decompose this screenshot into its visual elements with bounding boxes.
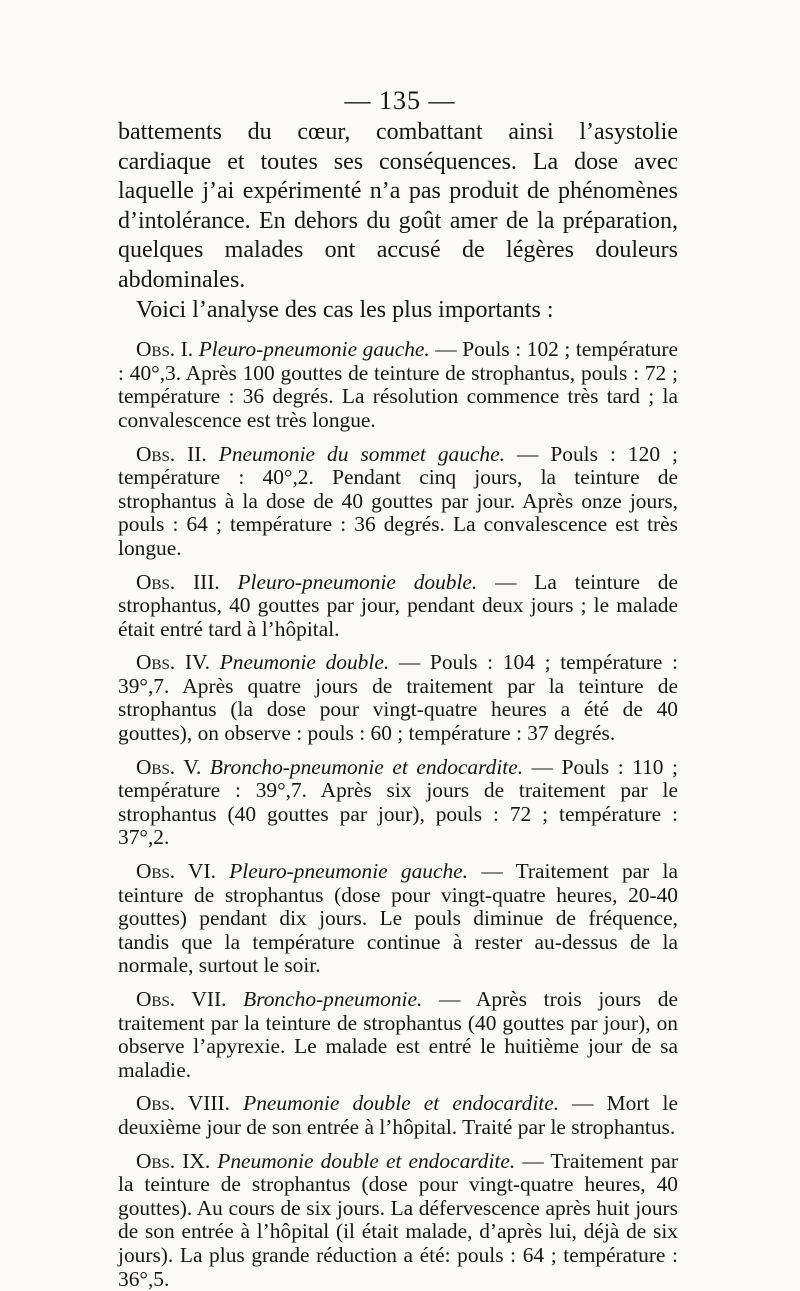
observation-label: Obs. VII. xyxy=(136,987,227,1011)
intro-text xyxy=(118,118,678,325)
observation-title: Pneumonie double. xyxy=(219,650,390,675)
observation-text: — Pouls : 110 ; température : 39°,7. Après six jours de traitement par le strophantus (40 gouttes par jour), pouls : 72 ; température : 37°,2. xyxy=(118,754,678,850)
observation-title: Pneumonie double et endocardite. xyxy=(243,1091,560,1116)
observation-title: Pleuro-pneumonie gauche. xyxy=(229,859,469,884)
observation-text: — Traitement par la teinture de strophantus (dose pour vingt-quatre heures, 40 gouttes). Au cours de six jours. La défervescence après huit jours de son entrée à l’hôpital (il était malade, d’après lui, déjà de six jours). La plus grande réduction a été: pouls : 64 ; température : 36°,5. xyxy=(118,1148,678,1291)
observation-3 xyxy=(118,571,678,642)
intro-paragraph: Voici l’analyse des cas les plus importants : xyxy=(136,296,554,323)
observation-2 xyxy=(118,443,678,561)
observation-label: Obs. VI. xyxy=(136,859,216,884)
observation-label: Obs. IX. xyxy=(136,1148,211,1173)
observation-text: — Pouls : 102 ; température : 40°,3. Après 100 gouttes de teinture de strophantus, pouls : 72 ; température : 36 degrés. La résolution commence très tard ; la convalescence est très longue. xyxy=(118,337,678,432)
observation-text: — Traitement par la teinture de strophantus (dose pour vingt-quatre heures, 20-40 gouttes) pendant dix jours. Le pouls diminue de fréquence, tandis que la température continue à rester au-dessus de la normale, surtout le soir. xyxy=(118,859,678,978)
observation-label: Obs. IV. xyxy=(136,650,210,675)
observation-6 xyxy=(118,860,678,978)
observation-7 xyxy=(118,988,678,1082)
observation-4 xyxy=(118,651,678,745)
observation-9 xyxy=(118,1150,678,1291)
observation-title: Pleuro-pneumonie gauche. xyxy=(198,337,430,362)
observation-title: Pneumonie double et endocardite. xyxy=(217,1148,516,1173)
observation-title: Broncho-pneumonie. xyxy=(243,987,423,1011)
observation-text: — Pouls : 120 ; température : 40°,2. Pendant cinq jours, la teinture de strophantus à la dose de 40 gouttes par jour. Après onze jours, pouls : 64 ; température : 36 degrés. La convalescence est très longue. xyxy=(118,441,678,560)
observation-5 xyxy=(118,756,678,850)
observation-1 xyxy=(118,338,678,432)
observation-text: — Mort le deuxième jour de son entrée à l’hôpital. Traité par le strophantus. xyxy=(118,1091,678,1139)
observation-8 xyxy=(118,1092,678,1139)
page-number: — 135 — xyxy=(344,86,456,115)
observation-text: — Pouls : 104 ; température : 39°,7. Après quatre jours de traitement par la teinture de strophantus (la dose pour vingt-quatre heures a été de 40 gouttes), on observe : pouls : 60 ; température : 37 degrés. xyxy=(118,650,678,746)
observation-title: Pleuro-pneumonie double. xyxy=(237,569,478,594)
observation-text: — Après trois jours de traitement par la teinture de strophantus (40 gouttes par jour), on observe l’apyrexie. Le malade est entré le huitième jour de sa maladie. xyxy=(118,987,678,1082)
observation-label: Obs. III. xyxy=(136,569,220,594)
observation-title: Broncho-pneumonie et endocardite. xyxy=(209,754,524,779)
observation-title: Pneumonie du sommet gauche. xyxy=(218,441,505,466)
observation-label: Obs. II. xyxy=(136,441,207,466)
page-body xyxy=(118,118,678,1291)
intro-paragraph: battements du cœur, combattant ainsi l’asystolie cardiaque et toutes ses conséquences. La dose avec laquelle j’ai expérimenté n’a pas produit de phénomènes d’intolérance. En dehors du goût amer de la préparation, quelques malades ont accusé de légères douleurs abdominales. xyxy=(118,119,678,293)
observation-label: Obs. VIII. xyxy=(136,1091,231,1116)
observation-label: Obs. V. xyxy=(136,754,202,779)
observation-text: — La teinture de strophantus, 40 gouttes par jour, pendant deux jours ; le malade était entré tard à l’hôpital. xyxy=(118,569,678,641)
observation-label: Obs. I. xyxy=(136,337,194,362)
